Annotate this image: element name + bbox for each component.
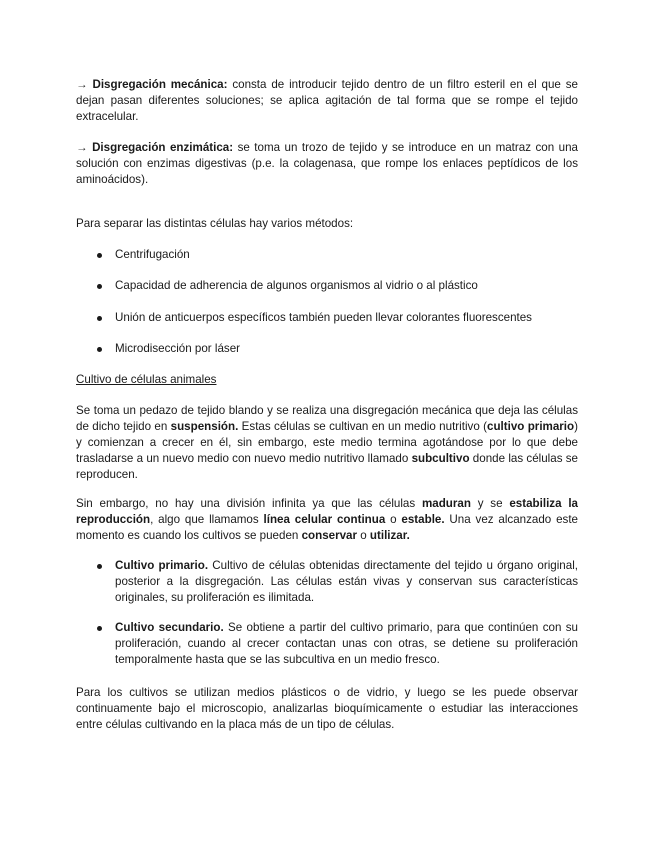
enzymatic-term: Disgregación enzimática:	[92, 141, 234, 154]
text-run: Una vez alcanzado este momento es cuando los cultivos se pueden	[76, 513, 578, 542]
text-run: ) y comienzan a crecer en él, sin embargo, este medio termina agotándose por lo que debe trasladarse a un nuevo medio con nuevo medio nutritivo llamado	[76, 420, 578, 465]
bold-term: Cultivo secundario.	[115, 621, 224, 634]
list-item	[115, 620, 578, 668]
list-item: Unión de anticuerpos específicos también pueden llevar colorantes fluorescentes	[115, 311, 532, 324]
bullet-icon	[97, 284, 102, 289]
text-run: Se toma un pedazo de tejido blando y se realiza una disgregación mecánica que deja las células de dicho tejido en	[76, 404, 578, 433]
text-run: donde las células se reproducen.	[76, 452, 578, 481]
bullet-icon	[97, 316, 102, 321]
text-run: o	[385, 513, 402, 526]
bold-term: cultivo primario	[487, 420, 575, 433]
bold-term: conservar	[301, 529, 358, 542]
text-run: o	[357, 529, 370, 542]
bold-term: línea celular continua	[263, 513, 386, 526]
enzymatic-text: se toma un trozo de tejido y se introduce en un matraz con una solución con enzimas digestivas (p.e. la colagenasa, que rompe los enlaces peptídicos de los aminoácidos).	[76, 141, 578, 186]
enzymatic-disaggregation-paragraph	[76, 140, 578, 188]
methods-intro: Para separar las distintas células hay varios métodos:	[76, 217, 354, 230]
mechanical-disaggregation-paragraph	[76, 77, 578, 125]
culture-paragraph-2	[76, 496, 578, 544]
arrow-symbol: →	[76, 141, 88, 154]
bullet-icon	[97, 253, 102, 258]
text-run: Se obtiene a partir del cultivo primario, para que continúen con su proliferación, cuando al crecer contactan unas con otras, se detiene su proliferación temporalmente hasta que se las subcultiva en un medio fresco.	[115, 621, 578, 666]
list-item: Centrifugación	[115, 248, 190, 261]
text-run: Cultivo de células obtenidas directamente del tejido u órgano original, posterior a la disgregación. Las células están vivas y conservan sus características originales, su proliferación es ilimitada.	[115, 559, 578, 604]
list-item	[115, 558, 578, 606]
bullet-icon	[97, 564, 102, 569]
bold-term: estabiliza la reproducción	[76, 497, 578, 526]
bold-term: utilizar.	[369, 529, 410, 542]
bold-term: subcultivo	[411, 452, 470, 465]
bold-term: suspensión.	[170, 420, 239, 433]
text-run: , algo que llamamos	[150, 513, 264, 526]
list-item: Microdisección por láser	[115, 342, 241, 355]
arrow-symbol: →	[76, 78, 88, 91]
culture-paragraph-3: Para los cultivos se utilizan medios plásticos o de vidrio, y luego se les puede observar continuamente bajo el microscopio, analizarlas bioquímicamente o estudiar las interacciones entre células cultivando en la placa más de un tipo de células.	[76, 686, 578, 731]
culture-paragraph-1	[76, 403, 578, 483]
list-item: Capacidad de adherencia de algunos organismos al vidrio o al plástico	[115, 279, 478, 292]
bold-term: maduran	[421, 497, 471, 510]
text-run: Estas células se cultivan en un medio nutritivo (	[238, 420, 487, 433]
mechanical-text: consta de introducir tejido dentro de un filtro esteril en el que se dejan pasan diferentes soluciones; se aplica agitación de tal forma que se rompe el tejido extracelular.	[76, 78, 578, 123]
text-run: Sin embargo, no hay una división infinita ya que las células	[76, 497, 422, 510]
bullet-icon	[97, 626, 102, 631]
section-heading: Cultivo de células animales	[76, 373, 217, 386]
bold-term: Cultivo primario.	[115, 559, 209, 572]
mechanical-term: Disgregación mecánica:	[92, 78, 228, 91]
bold-term: estable.	[401, 513, 445, 526]
text-run: y se	[470, 497, 510, 510]
bullet-icon	[97, 347, 102, 352]
